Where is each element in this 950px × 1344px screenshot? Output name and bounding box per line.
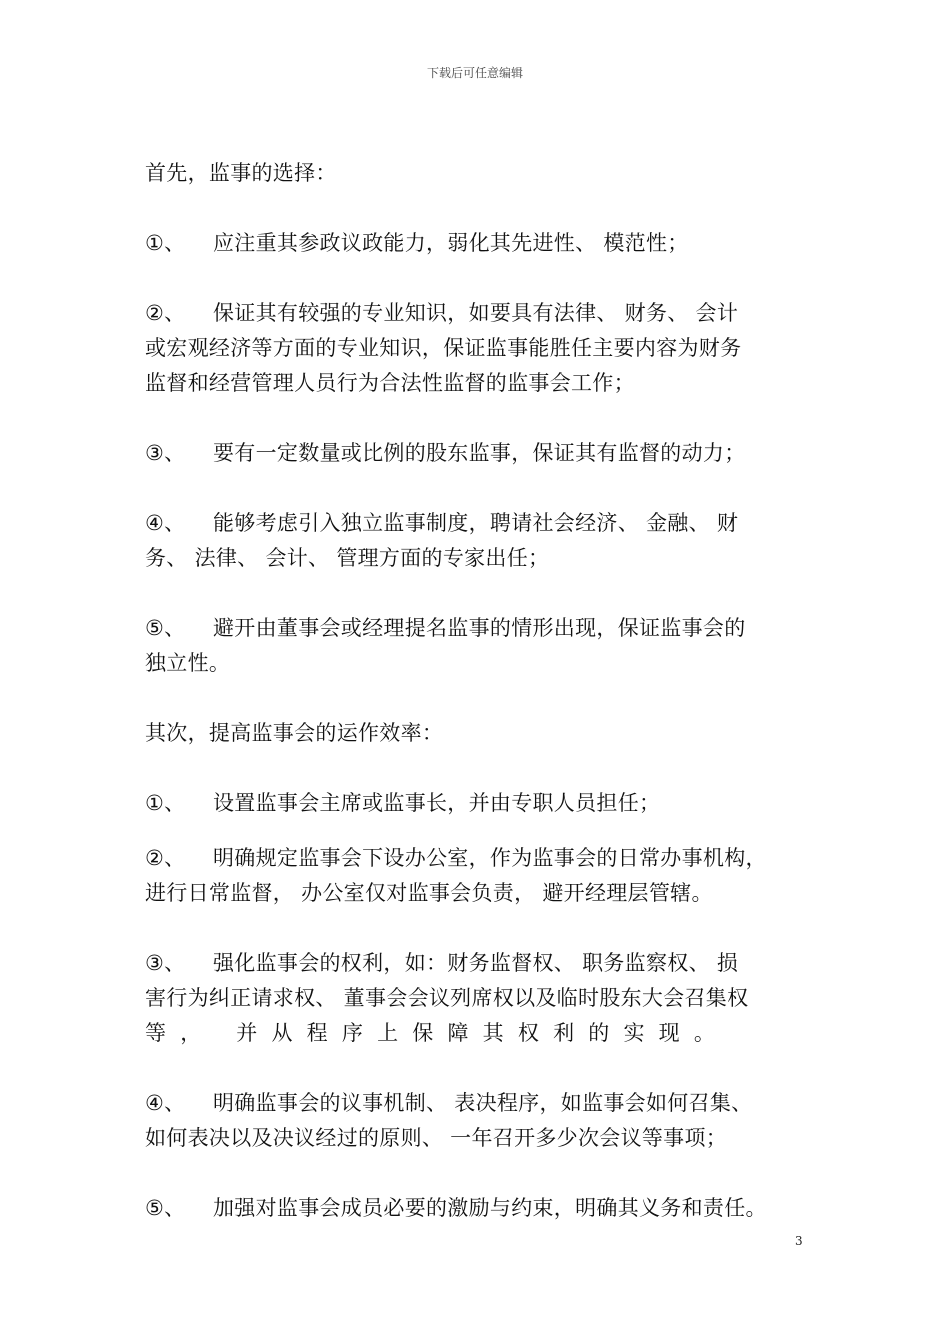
item-text: 保证其有较强的专业知识，如要具有法律、 财务、 会计 [213, 301, 739, 325]
item-number: ④、 [145, 511, 186, 535]
item-number: ①、 [145, 791, 186, 815]
item-text: 明确规定监事会下设办公室，作为监事会的日常办事机构， [213, 846, 767, 870]
item-text-continued: 务、 法律、 会计、 管理方面的专家出任； [145, 546, 550, 570]
list-item [145, 951, 738, 975]
list-item [145, 616, 746, 640]
item-text: 避开由董事会或经理提名监事的情形出现，保证监事会的 [213, 616, 746, 640]
list-item [145, 511, 738, 535]
item-text-continued: 等， 并从程序上保障其权利的实现。 [145, 1021, 730, 1045]
item-number: ①、 [145, 231, 186, 255]
list-item [145, 1196, 767, 1220]
item-number: ③、 [145, 951, 186, 975]
list-item [145, 441, 746, 465]
list-item [145, 846, 767, 870]
section-heading-1: 首先，监事的选择： [145, 161, 337, 185]
item-text-continued: 监督和经营管理人员行为合法性监督的监事会工作； [145, 371, 635, 395]
item-number: ②、 [145, 301, 186, 325]
list-item [145, 1091, 752, 1115]
list-item [145, 301, 738, 325]
item-text: 应注重其参政议政能力，弱化其先进性、 模范性； [213, 231, 689, 255]
item-text: 明确监事会的议事机制、 表决程序，如监事会如何召集、 [213, 1091, 753, 1115]
item-text-continued: 进行日常监督， 办公室仅对监事会负责， 避开经理层管辖。 [145, 881, 713, 905]
list-item [145, 791, 660, 815]
item-text: 设置监事会主席或监事长，并由专职人员担任； [213, 791, 661, 815]
item-text-continued: 如何表决以及决议经过的原则、 一年召开多少次会议等事项； [145, 1126, 728, 1150]
item-text: 能够考虑引入独立监事制度，聘请社会经济、 金融、 财 [213, 511, 739, 535]
item-number: ③、 [145, 441, 186, 465]
item-text-continued: 害行为纠正请求权、 董事会会议列席权以及临时股东大会召集权 [145, 986, 749, 1010]
item-text-continued: 独立性。 [145, 651, 231, 675]
section-heading-2: 其次，提高监事会的运作效率： [145, 721, 444, 745]
item-number: ⑤、 [145, 1196, 186, 1220]
page-header: 下载后可任意编辑 [426, 66, 523, 80]
item-number: ②、 [145, 846, 186, 870]
item-text: 强化监事会的权利，如：财务监督权、 职务监察权、 损 [213, 951, 739, 975]
item-text-continued: 或宏观经济等方面的专业知识，保证监事能胜任主要内容为财务 [145, 336, 742, 360]
page-number: 3 [795, 1234, 803, 1248]
item-number: ⑤、 [145, 616, 186, 640]
item-number: ④、 [145, 1091, 186, 1115]
item-text: 加强对监事会成员必要的激励与约束，明确其义务和责任。 [213, 1196, 767, 1220]
list-item [145, 231, 689, 255]
item-text: 要有一定数量或比例的股东监事，保证其有监督的动力； [213, 441, 746, 465]
